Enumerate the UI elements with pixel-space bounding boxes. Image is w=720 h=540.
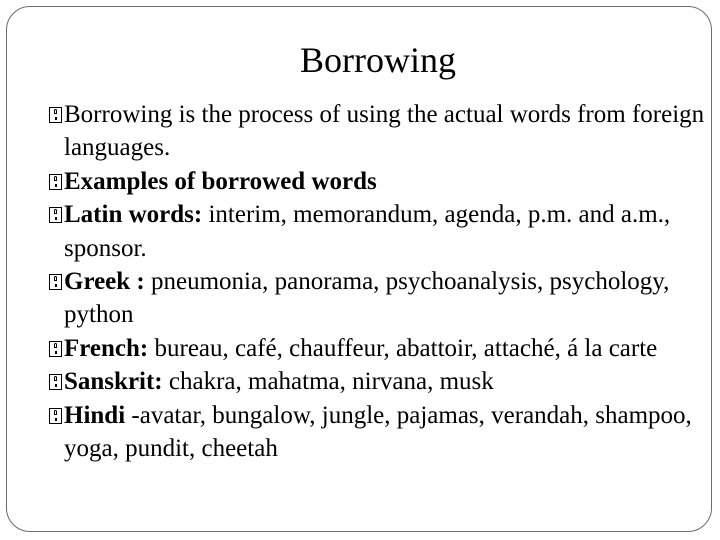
bullet-item	[48, 399, 708, 466]
bullet-text: chakra, mahatma, nirvana, musk	[162, 368, 494, 396]
bullet-text: -avatar, bungalow, jungle, pajamas, verandah, shampoo, yoga, pundit, cheetah	[64, 401, 692, 463]
bullet-term: Sanskrit:	[64, 368, 163, 396]
bullet-term: Examples of borrowed words	[64, 167, 377, 195]
bullet-text: bureau, café, chauffeur, abattoir, attaché, á la carte	[148, 334, 658, 362]
bullet-item	[48, 332, 708, 365]
bullet-icon	[49, 107, 62, 123]
bullet-text: Borrowing is the process of using the actual words from foreign languages.	[64, 101, 705, 162]
bullet-term: Greek :	[64, 268, 145, 296]
bullet-list	[48, 98, 708, 465]
bullet-item	[48, 98, 708, 165]
bullet-term: Hindi	[64, 401, 126, 429]
bullet-icon	[49, 374, 62, 390]
bullet-term: French:	[64, 334, 149, 362]
bullet-item	[48, 165, 708, 198]
bullet-text: pneumonia, panorama, psychoanalysis, psychology, python	[64, 268, 670, 329]
bullet-item	[48, 265, 708, 332]
bullet-item	[48, 198, 708, 265]
bullet-icon	[49, 408, 62, 424]
bullet-item	[48, 365, 708, 398]
bullet-term: Latin words:	[64, 201, 203, 229]
bullet-icon	[49, 274, 62, 290]
bullet-icon	[49, 174, 62, 190]
bullet-icon	[49, 341, 62, 357]
slide-title: Borrowing	[300, 40, 456, 80]
bullet-icon	[49, 207, 62, 223]
bullet-text: interim, memorandum, agenda, p.m. and a.m., sponsor.	[64, 201, 671, 262]
